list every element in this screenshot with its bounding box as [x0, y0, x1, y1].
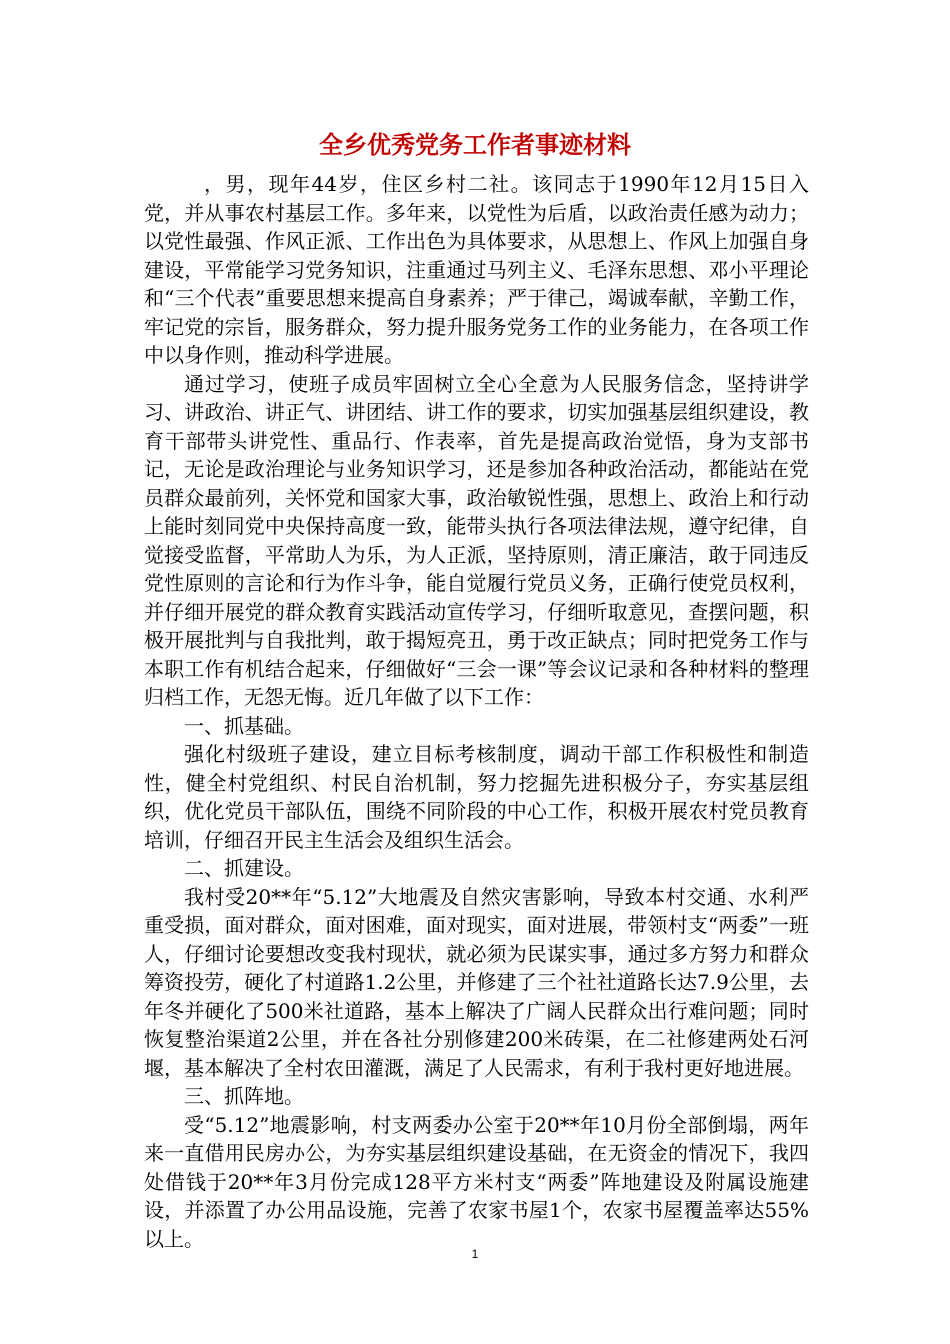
document-body	[144, 170, 809, 1253]
section-heading-construction: 二、抓建设。	[184, 856, 304, 880]
paragraph-foundation: 强化村级班子建设，建立目标考核制度，调动干部工作积极性和制造性，健全村党组织、村民自治机制，努力挖掘先进积极分子，夯实基层组织，优化党员干部队伍，围绕不同阶段的中心工作，积极开展农村党员教育培训，仔细召开民主生活会及组织生活会。	[144, 742, 809, 852]
paragraph-intro: ，男，现年44岁，住区乡村二社。该同志于1990年12月15日入党，并从事农村基层工作。多年来，以党性为后盾，以政治责任感为动力；以党性最强、作风正派、工作出色为具体要求，从思想上、作风上加强自身建设，平常能学习党务知识，注重通过马列主义、毛泽东思想、邓小平理论和“三个代表”重要思想来提高自身素养；严于律己，竭诚奉献，辛勤工作，牢记党的宗旨，服务群众，努力提升服务党务工作的业务能力，在各项工作中以身作则，推动科学进展。	[144, 172, 809, 367]
section-heading-foundation: 一、抓基础。	[184, 713, 304, 738]
paragraph-position: 受“5.12”地震影响，村支两委办公室于20**年10月份全部倒塌，两年来一直借用民房办公，为夯实基层组织建设基础，在无资金的情况下，我四处借钱于20**年3月份完成128平方米村支“两委”阵地建设及附属设施建设，并添置了办公用品设施，完善了农家书屋1个，农家书屋覆盖率达55%以上。	[144, 1112, 809, 1251]
document-title: 全乡优秀党务工作者事迹材料	[319, 131, 631, 159]
paragraph-construction: 我村受20**年“5.12”大地震及自然灾害影响，导致本村交通、水利严重受损，面对群众，面对困难，面对现实，面对进展，带领村支“两委”一班人，仔细讨论要想改变我村现状，就必须为民谋实事，通过多方努力和群众筹资投劳，硬化了村道路1.2公里，并修建了三个社社道路长达7.9公里，去年冬并硬化了500米社道路，基本上解决了广阔人民群众出行难问题；同时恢复整治渠道2公里，并在各社分别修建200米砖渠，在二社修建两处石河堰，基本解决了全村农田灌溉，满足了人民需求，有利于我村更好地进展。	[144, 884, 809, 1080]
page-number: 1	[471, 1247, 479, 1261]
section-heading-position: 三、抓阵地。	[184, 1084, 304, 1108]
paragraph-study: 通过学习，使班子成员牢固树立全心全意为人民服务信念，坚持讲学习、讲政治、讲正气、讲团结、讲工作的要求，切实加强基层组织建设，教育干部带头讲党性、重品行、作表率，首先是提高政治觉悟，身为支部书记，无论是政治理论与业务知识学习，还是参加各种政治活动，都能站在党员群众最前列，关怀党和国家大事，政治敏锐性强，思想上、政治上和行动上能时刻同党中央保持高度一致，能带头执行各项法律法规，遵守纪律，自觉接受监督，平常助人为乐，为人正派，坚持原则，清正廉洁，敢于同违反党性原则的言论和行为作斗争，能自觉履行党员义务，正确行使党员权利，并仔细开展党的群众教育实践活动宣传学习，仔细听取意见，查摆问题，积极开展批判与自我批判，敢于揭短亮丑，勇于改正缺点；同时把党务工作与本职工作有机结合起来，仔细做好“三会一课”等会议记录和各种材料的整理归档工作，无怨无悔。近几年做了以下工作：	[144, 371, 809, 709]
